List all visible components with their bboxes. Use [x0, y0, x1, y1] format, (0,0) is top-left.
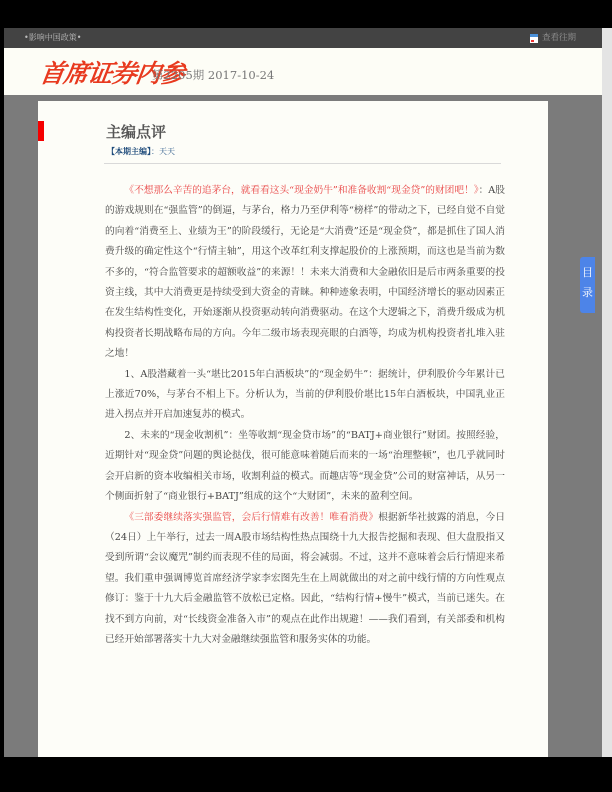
headline-close: 》: [368, 511, 379, 523]
editor-separator: ：: [151, 147, 159, 156]
paragraph-4: [105, 508, 505, 651]
paragraph-4-text: 根据新华社披露的消息，今日（24日）上午举行，过去一周A股市场结构性热点围绕十九大报告挖掘和表现、但大盘股指又受到所谓“会议魔咒”制约而表现不佳的局面，将会减弱。不过，这并不意味着会后行情迎来希望。我们重申强调博览首席经济学家李宏图先生在上周就做出的对之前中线行情的方向性观点修订：鉴于十九大后金融监管不放松已定格。因此，“结构行情+慢牛”模式，当前已迷失。在找不到方向前，对“长线资金准备入市”的观点在此作出规避！——我们看到，有关部委和机构已经开始部署落实十九大对金融继续强监管和服务实体的功能。: [105, 511, 506, 645]
paragraph-3: 2、未来的“现金收割机”：坐等收割“现金贷市场”的“BATJ+商业银行”财团。按照经验，近期针对“现金贷”问题的舆论挞伐，很可能意味着随后而来的一场“治理整顿”，也几乎就同时会开启新的资本收编相关市场，收割利益的模式。而趣店等“现金贷”公司的财富神话，从另一个侧面折射了“商业银行+BATJ”组成的这个“大财团”，未来的盈利空间。: [105, 429, 505, 503]
headline-open: 《: [124, 511, 135, 523]
scrollbar-track[interactable]: [602, 28, 612, 757]
issue-number-date: 第2205期 2017-10-24: [152, 68, 275, 82]
headline-link-2[interactable]: 三部委继续落实强监管，会后行情难有改善！唯看消费: [134, 511, 369, 523]
view-history-link[interactable]: [530, 28, 576, 48]
masthead: [4, 48, 602, 95]
toc-tab-button[interactable]: 目录: [580, 257, 595, 313]
editor-label: 【本期主编】: [107, 146, 151, 156]
section-title: 主编点评: [106, 123, 167, 141]
calendar-icon: [530, 34, 538, 43]
logo: 首席证券内参: [37, 59, 186, 88]
headline-link-1[interactable]: 《不想那么辛苦的追茅台，就看看这头“现金奶牛”和准备收割“现金贷”的财团吧！》: [124, 185, 479, 196]
section-divider: [104, 163, 501, 164]
editor-line: [107, 146, 175, 157]
paragraph-2: 1、A股潜藏着一头“堪比2015年白酒板块”的“现金奶牛”：据统计，伊利股价今年累计已上涨近70%，与茅台不相上下。分析认为，当前的伊利股价堪比15年白酒板块，中国乳业正进入拐点并开启加速复苏的模式。: [105, 368, 505, 421]
window-bottom-bar: [0, 757, 612, 792]
article-body: [105, 181, 505, 650]
slogan-text: •影响中国政策•: [24, 33, 82, 42]
paragraph-1-text: ：A股的游戏规则在“强监管”的倒逼，与茅台，格力乃至伊利等“榜样”的带动之下，已经自觉不自觉的向着“消费至上、业绩为王”的阶段缓行，无论是“大消费”还是“现金贷”，都是抓住了国人消费升级的确定性这个“行情主轴”，用这个改革红利支撑起股价的上涨预期，而这也是当前为数不多的，“符合监管要求的超额收益”的来源！！未来大消费和大金融依旧是后市两条重要的投资主线，其中大消费更是持续受到大资金的青睐。种种迹象表明，中国经济增长的驱动因素正在发生结构性变化，开始逐渐从投资驱动转向消费驱动。在这个大逻辑之下，消费升级成为机构投资者长期战略布局的方向。今年二级市场表现亮眼的白酒等，均成为机构投资者扎堆入驻之地！: [105, 185, 505, 360]
section-marker: [38, 121, 44, 141]
slogan-bar: [4, 28, 602, 48]
view-history-label: 查看往期: [541, 33, 576, 43]
paragraph-1: [105, 181, 505, 365]
window-top-bar: [0, 0, 612, 28]
editor-name: 天天: [159, 147, 175, 156]
